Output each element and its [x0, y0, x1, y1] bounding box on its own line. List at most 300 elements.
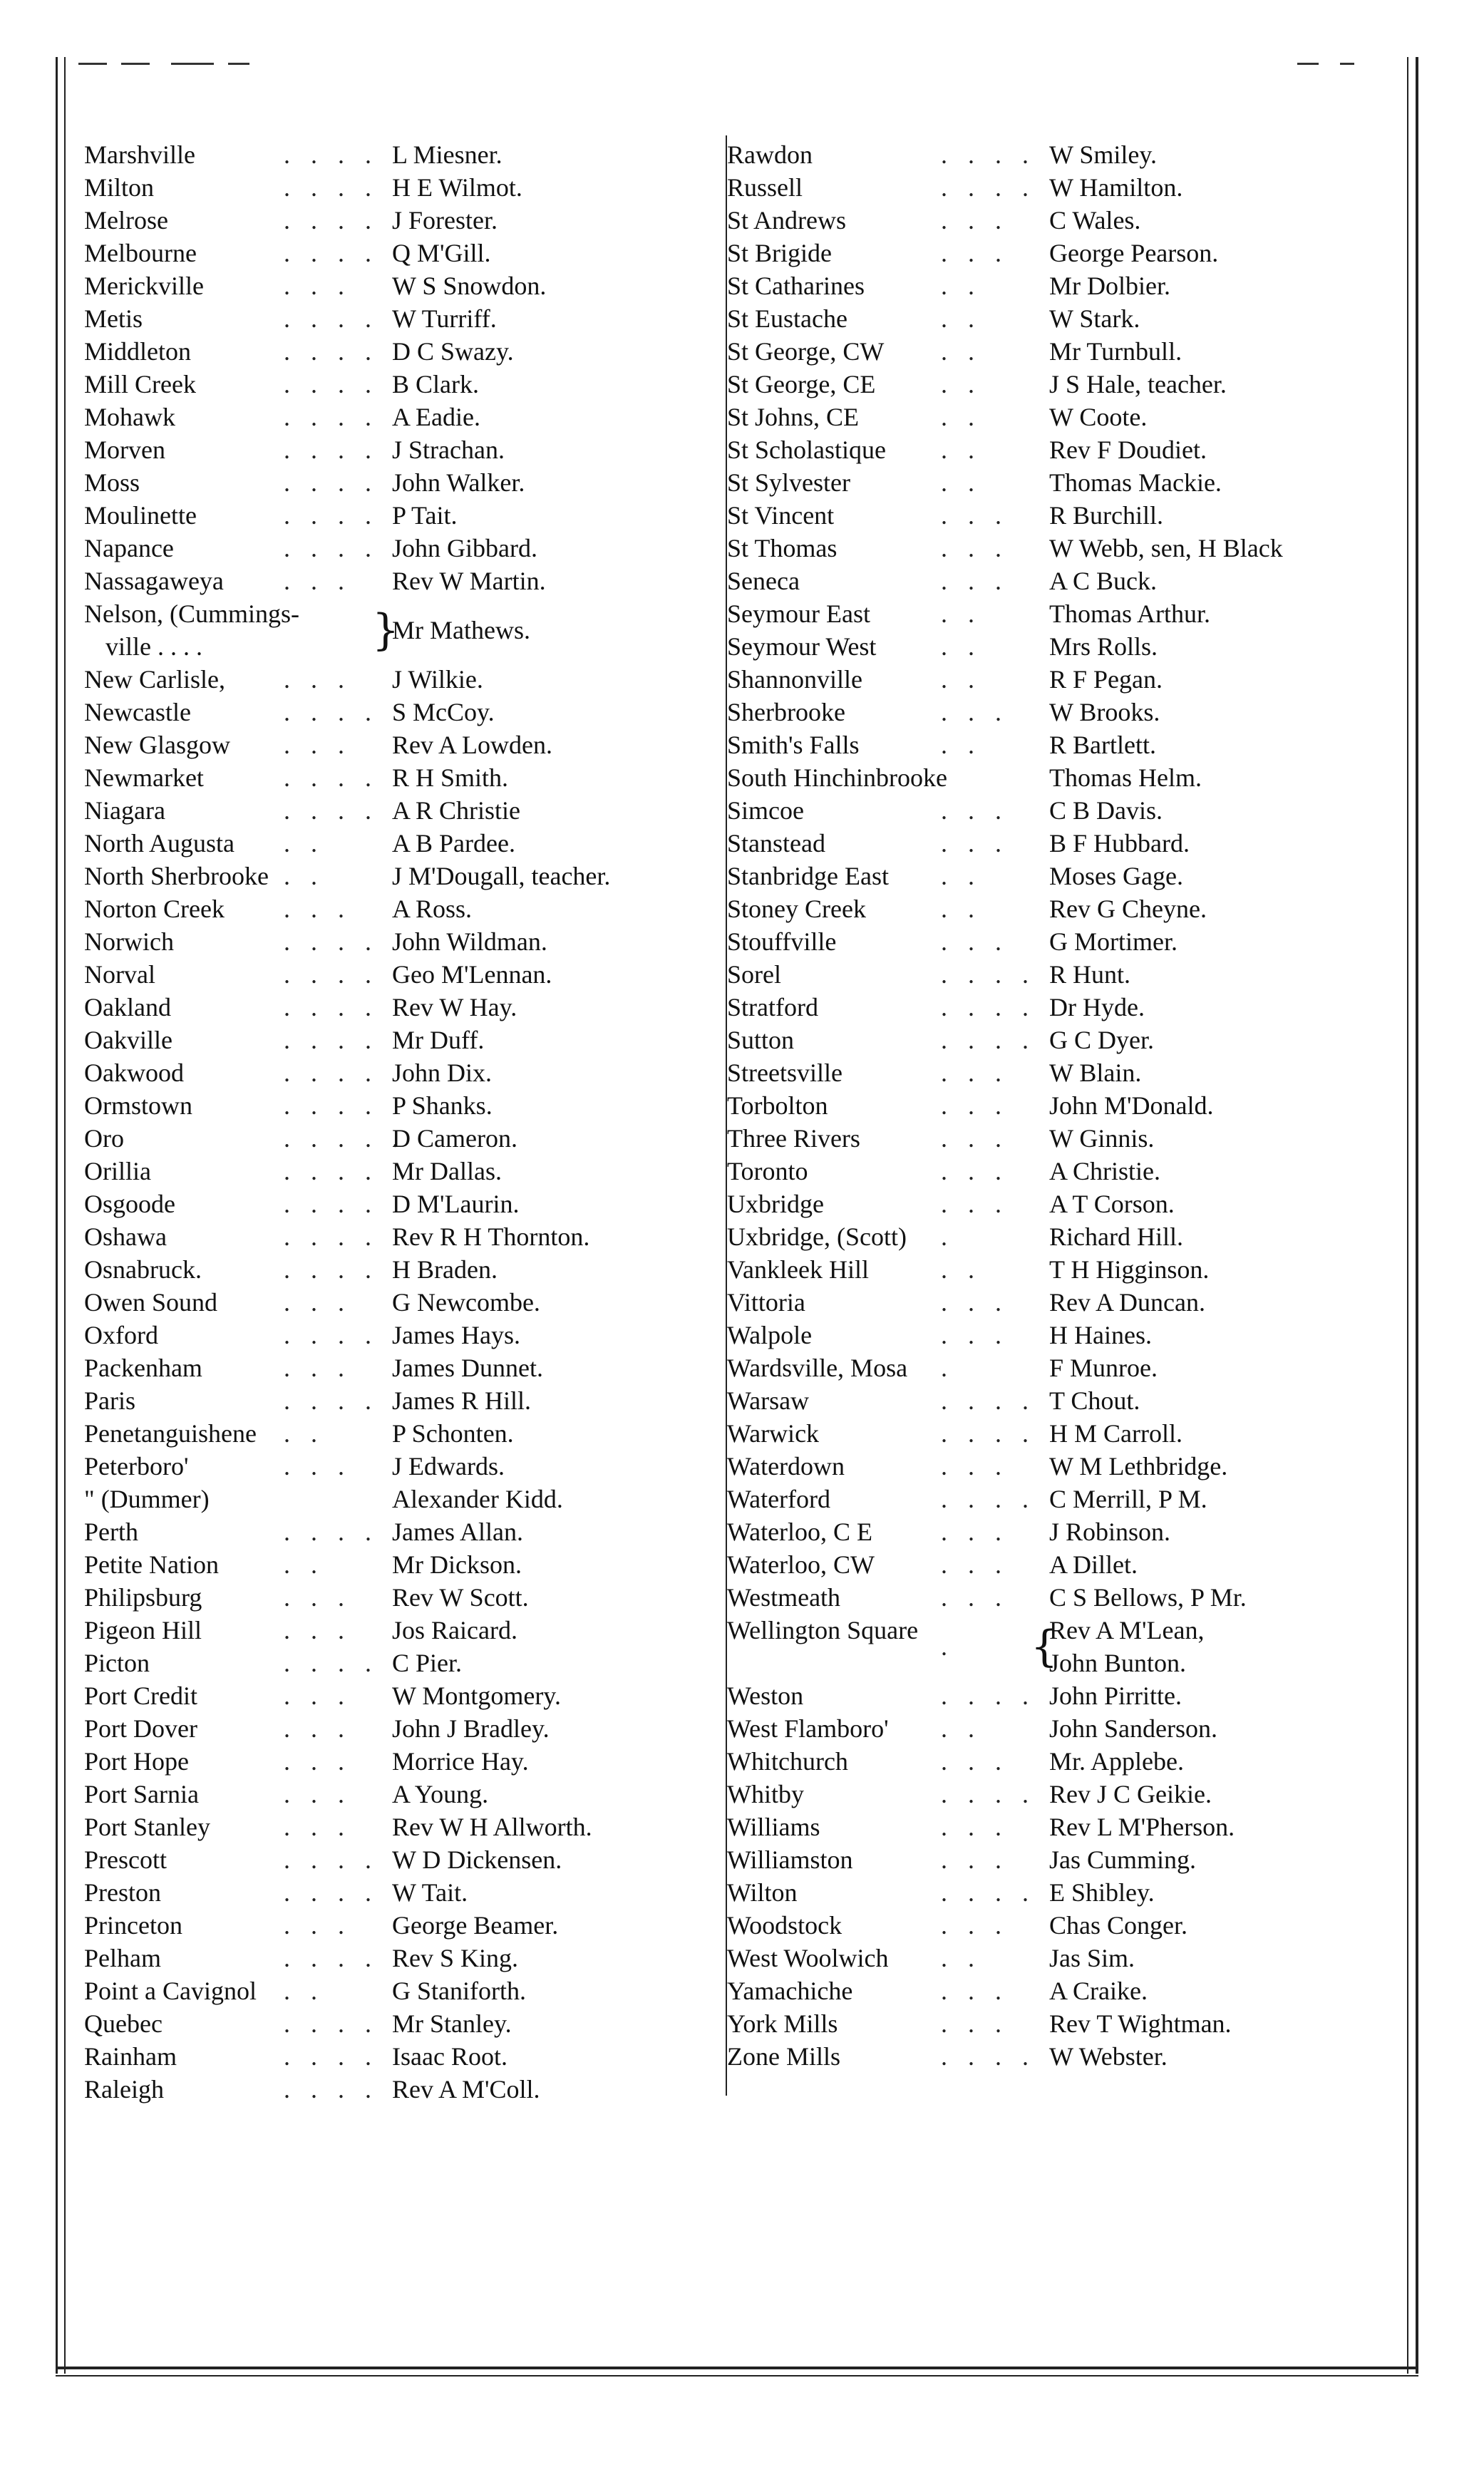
leader-dots: . . . .: [284, 796, 378, 825]
directory-row: [84, 1450, 726, 1483]
leader-dots: . .: [284, 829, 324, 858]
agent-name: John Wildman.: [392, 927, 547, 956]
place-name: Moulinette: [84, 501, 197, 530]
leader-dots: . . . .: [284, 1222, 378, 1251]
agent-name: Moses Gage.: [1049, 862, 1183, 890]
place-name: Mohawk: [84, 403, 175, 431]
place-name: Warwick: [727, 1419, 820, 1448]
place-name: Melbourne: [84, 239, 197, 267]
directory-row: [84, 302, 726, 335]
directory-row: [84, 1811, 726, 1843]
directory-row: [84, 1876, 726, 1909]
agent-name: C B Davis.: [1049, 796, 1163, 825]
left-border-inner: [64, 57, 66, 2374]
place-name: Seneca: [727, 567, 800, 595]
directory-row: [84, 1155, 726, 1188]
place-name: Picton: [84, 1649, 150, 1677]
directory-row: [84, 269, 726, 302]
agent-name: Thomas Arthur.: [1049, 599, 1210, 628]
place-name: Port Stanley: [84, 1813, 210, 1841]
leader-dots: . . . .: [284, 2009, 378, 2038]
agent-name: A B Pardee.: [392, 829, 515, 858]
leader-dots: . . . .: [284, 2075, 378, 2103]
directory-row: [727, 204, 1390, 237]
agent-name: Mr Stanley.: [392, 2009, 512, 2038]
directory-row: [727, 860, 1390, 892]
place-name: Norwich: [84, 927, 174, 956]
place-name: St Scholastique: [727, 436, 886, 464]
leader-dots: . . . .: [284, 1091, 378, 1120]
place-name: Merickville: [84, 272, 204, 300]
agent-name: Mr Turnbull.: [1049, 337, 1182, 366]
directory-row: [84, 696, 726, 728]
directory-row: [84, 1417, 726, 1450]
place-name: Simcoe: [727, 796, 804, 825]
top-dash-3: [171, 63, 214, 65]
leader-dots: . .: [941, 337, 981, 366]
agent-name: A Dillet.: [1049, 1550, 1138, 1579]
directory-row: [727, 1909, 1390, 1942]
agent-name: G Staniforth.: [392, 1977, 526, 2005]
leader-dots: . .: [941, 731, 981, 759]
agent-name: Q M'Gill.: [392, 239, 491, 267]
directory-row: [84, 1942, 726, 1974]
place-name: Sorel: [727, 960, 781, 989]
leader-dots: . . . .: [284, 1386, 378, 1415]
directory-row: [727, 1056, 1390, 1089]
place-name: Walpole: [727, 1321, 813, 1349]
agent-name: W Webb, sen, H Black: [1049, 534, 1283, 562]
place-name: Osnabruck.: [84, 1255, 202, 1284]
leader-dots: . . .: [941, 1321, 1009, 1349]
leader-dots: . . . .: [284, 206, 378, 235]
directory-row: [727, 1122, 1390, 1155]
left-border-outer: [56, 57, 58, 2374]
leader-dots: . . . .: [284, 1059, 378, 1087]
place-name: Milton: [84, 173, 155, 202]
agent-name: R Bartlett.: [1049, 731, 1156, 759]
leader-dots: . . .: [941, 567, 1009, 595]
directory-row: [727, 1614, 1390, 1679]
agent-name: Rev A M'Lean,: [1049, 1616, 1205, 1644]
directory-row: [727, 1155, 1390, 1188]
directory-row: [727, 1483, 1390, 1515]
place-name: St Vincent: [727, 501, 835, 530]
leader-dots: . . .: [284, 1288, 351, 1317]
agent-name: T Chout.: [1049, 1386, 1140, 1415]
leader-dots: . . .: [284, 895, 351, 923]
directory-row: [84, 1253, 726, 1286]
leader-dots: . . . .: [284, 1321, 378, 1349]
agent-name: S McCoy.: [392, 698, 495, 726]
leader-dots: . . . .: [284, 1845, 378, 1874]
agent-name: Morrice Hay.: [392, 1747, 529, 1776]
top-dash-5: [1297, 63, 1319, 65]
agent-name: A R Christie: [392, 796, 521, 825]
leader-dots: . . .: [941, 1091, 1009, 1120]
agent-name: Mr Dickson.: [392, 1550, 522, 1579]
directory-row: [727, 1417, 1390, 1450]
agent-name: D Cameron.: [392, 1124, 517, 1153]
agent-name: W S Snowdon.: [392, 272, 547, 300]
directory-row: [84, 892, 726, 925]
place-name: Osgoode: [84, 1190, 175, 1218]
top-dash-1: [78, 63, 107, 65]
place-name: Vittoria: [727, 1288, 805, 1317]
leader-dots: . . . .: [284, 698, 378, 726]
leader-dots: . . . .: [941, 993, 1036, 1021]
place-name: Vankleek Hill: [727, 1255, 869, 1284]
place-name: Waterdown: [727, 1452, 845, 1480]
leader-dots: . . .: [284, 1714, 351, 1743]
directory-row: [84, 1483, 726, 1515]
agent-name: W Montgomery.: [392, 1682, 561, 1710]
leader-dots: . . . .: [284, 1649, 378, 1677]
agent-name: R Burchill.: [1049, 501, 1163, 530]
directory-row: [727, 401, 1390, 433]
directory-row: [84, 565, 726, 597]
agent-name: R Hunt.: [1049, 960, 1131, 989]
place-name: New Glasgow: [84, 731, 230, 759]
place-name: Oakland: [84, 993, 171, 1021]
place-name: Oshawa: [84, 1222, 167, 1251]
directory-row: [727, 827, 1390, 860]
agent-name: Mr Duff.: [392, 1026, 485, 1054]
directory-row: [84, 237, 726, 269]
leader-dots: . .: [941, 862, 981, 890]
leader-dots: . . .: [941, 1190, 1009, 1218]
place-name: North Sherbrooke: [84, 862, 269, 890]
place-name: Petite Nation: [84, 1550, 219, 1579]
leader-dots: . . . .: [284, 239, 378, 267]
place-name: Torbolton: [727, 1091, 828, 1120]
place-name: Paris: [84, 1386, 135, 1415]
agent-name: W D Dickensen.: [392, 1845, 562, 1874]
place-name: North Augusta: [84, 829, 235, 858]
agent-name: L Miesner.: [392, 140, 503, 169]
directory-row: [727, 728, 1390, 761]
directory-row: [727, 1811, 1390, 1843]
leader-dots: . . . .: [284, 1518, 378, 1546]
place-name: Seymour East: [727, 599, 870, 628]
agent-name: P Shanks.: [392, 1091, 493, 1120]
leader-dots: . .: [941, 403, 981, 431]
leader-dots: . . . .: [284, 534, 378, 562]
agent-name: George Pearson.: [1049, 239, 1219, 267]
agent-name: Mr. Applebe.: [1049, 1747, 1184, 1776]
agent-name: C S Bellows, P Mr.: [1049, 1583, 1247, 1612]
directory-row: [727, 1974, 1390, 2007]
directory-row: [84, 368, 726, 401]
directory-row: [84, 1384, 726, 1417]
directory-row: [84, 827, 726, 860]
directory-row: [727, 1745, 1390, 1778]
leader-dots: . . . .: [941, 960, 1036, 989]
agent-name: W M Lethbridge.: [1049, 1452, 1228, 1480]
directory-row: [84, 1188, 726, 1220]
place-name: Raleigh: [84, 2075, 164, 2103]
agent-name: W Stark.: [1049, 304, 1140, 333]
place-name: Princeton: [84, 1911, 182, 1940]
place-name: Zone Mills: [727, 2042, 840, 2071]
place-name: Wellington Square: [727, 1616, 919, 1644]
place-name: Wardsville, Mosa: [727, 1354, 908, 1382]
leader-dots: . . .: [941, 2009, 1009, 2038]
leader-dots: . . .: [941, 206, 1009, 235]
leader-dots: .: [941, 1632, 954, 1661]
agent-name: Rev S King.: [392, 1944, 519, 1972]
directory-row: [727, 1286, 1390, 1319]
place-name: Russell: [727, 173, 803, 202]
directory-row: [727, 958, 1390, 991]
agent-name: A Christie.: [1049, 1157, 1161, 1185]
leader-dots: . . .: [941, 698, 1009, 726]
agent-name: G Newcombe.: [392, 1288, 540, 1317]
directory-row: [84, 1122, 726, 1155]
leader-dots: . . . .: [941, 173, 1036, 202]
leader-dots: . . .: [941, 534, 1009, 562]
place-name: Wilton: [727, 1878, 798, 1907]
directory-row: [727, 1876, 1390, 1909]
place-name: Mill Creek: [84, 370, 196, 398]
leader-dots: . . .: [941, 1747, 1009, 1776]
leader-dots: . . .: [284, 731, 351, 759]
place-name: " (Dummer): [84, 1485, 210, 1513]
directory-row: [727, 991, 1390, 1024]
leader-dots: . . . .: [941, 1485, 1036, 1513]
directory-row: [84, 1220, 726, 1253]
place-name: Morven: [84, 436, 165, 464]
place-name: West Flamboro': [727, 1714, 889, 1743]
leader-dots: . . . .: [284, 1878, 378, 1907]
leader-dots: . . . .: [284, 927, 378, 956]
agent-name: J Robinson.: [1049, 1518, 1171, 1546]
directory-row: [727, 925, 1390, 958]
leader-dots: . . .: [941, 1583, 1009, 1612]
leader-dots: . . . .: [941, 1780, 1036, 1808]
agent-name: James Hays.: [392, 1321, 520, 1349]
place-name: Shannonville: [727, 665, 862, 694]
agent-name: Mr Dolbier.: [1049, 272, 1170, 300]
place-name: Williamston: [727, 1845, 853, 1874]
place-name: Stanstead: [727, 829, 825, 858]
place-name: Moss: [84, 468, 140, 497]
leader-dots: . . .: [284, 567, 351, 595]
agent-name: H Braden.: [392, 1255, 498, 1284]
agent-name: John M'Donald.: [1049, 1091, 1214, 1120]
directory-row: [727, 499, 1390, 532]
directory-row: [727, 1778, 1390, 1811]
place-name: Three Rivers: [727, 1124, 860, 1153]
place-name: Seymour West: [727, 632, 877, 661]
directory-row: [84, 1712, 726, 1745]
place-name: Stratford: [727, 993, 818, 1021]
directory-row: [727, 892, 1390, 925]
place-name: New Carlisle,: [84, 665, 225, 694]
directory-row: [727, 1024, 1390, 1056]
directory-row: [727, 302, 1390, 335]
leader-dots: . .: [941, 272, 981, 300]
bottom-border-2: [56, 2375, 1418, 2376]
agent-name: C Pier.: [392, 1649, 463, 1677]
directory-row: [84, 663, 726, 696]
place-name: St Johns, CE: [727, 403, 860, 431]
place-name: Packenham: [84, 1354, 202, 1382]
place-name: Nassagaweya: [84, 567, 224, 595]
agent-name: W Blain.: [1049, 1059, 1142, 1087]
directory-row: [84, 204, 726, 237]
leader-dots: . . .: [284, 1682, 351, 1710]
place-name: Port Hope: [84, 1747, 189, 1776]
place-name: Pigeon Hill: [84, 1616, 202, 1644]
directory-row: [84, 1286, 726, 1319]
leader-dots: . . . .: [284, 763, 378, 792]
place-name: Westmeath: [727, 1583, 841, 1612]
leader-dots: . . .: [941, 1845, 1009, 1874]
agent-name: Rev J C Geikie.: [1049, 1780, 1212, 1808]
agent-name: P Tait.: [392, 501, 458, 530]
place-name: Perth: [84, 1518, 138, 1546]
place-name: Ormstown: [84, 1091, 192, 1120]
place-name: Prescott: [84, 1845, 167, 1874]
agent-name: F Munroe.: [1049, 1354, 1158, 1382]
agent-name: John Sanderson.: [1049, 1714, 1217, 1743]
place-name-continued: ville . . . .: [105, 632, 202, 661]
brace-glyph: }: [372, 605, 400, 655]
leader-dots: . . .: [941, 1550, 1009, 1579]
leader-dots: . . . .: [941, 2042, 1036, 2071]
place-name: Penetanguishene: [84, 1419, 257, 1448]
directory-row: [727, 794, 1390, 827]
place-name: Rainham: [84, 2042, 177, 2071]
leader-dots: . . .: [941, 1977, 1009, 2005]
agent-name: R F Pegan.: [1049, 665, 1163, 694]
directory-row: [727, 171, 1390, 204]
leader-dots: . . .: [941, 501, 1009, 530]
place-name: St Eustache: [727, 304, 847, 333]
place-name: Stouffville: [727, 927, 837, 956]
place-name: Smith's Falls: [727, 731, 860, 759]
agent-name: J S Hale, teacher.: [1049, 370, 1227, 398]
agent-name: W Webster.: [1049, 2042, 1168, 2071]
leader-dots: . .: [284, 1977, 324, 2005]
agent-name: Jas Sim.: [1049, 1944, 1135, 1972]
top-dash-2: [121, 63, 150, 65]
place-name: Pelham: [84, 1944, 161, 1972]
left-column: [84, 138, 726, 2106]
place-name: Waterloo, C E: [727, 1518, 873, 1546]
directory-row: [727, 269, 1390, 302]
place-name: Streetsville: [727, 1059, 843, 1087]
agent-name: W Tait.: [392, 1878, 468, 1907]
place-name: Stoney Creek: [727, 895, 866, 923]
right-border-outer: [1416, 57, 1418, 2374]
agent-name: G Mortimer.: [1049, 927, 1178, 956]
directory-row: [84, 1024, 726, 1056]
leader-dots: . . .: [941, 1288, 1009, 1317]
directory-row: [727, 630, 1390, 663]
agent-name: A Young.: [392, 1780, 489, 1808]
leader-dots: . .: [941, 468, 981, 497]
place-name: Oro: [84, 1124, 124, 1153]
directory-row: [84, 1351, 726, 1384]
directory-row: [727, 433, 1390, 466]
agent-name: J Forester.: [392, 206, 498, 235]
directory-row: [727, 1712, 1390, 1745]
place-name: Stanbridge East: [727, 862, 889, 890]
leader-dots: . . .: [941, 1452, 1009, 1480]
leader-dots: . . .: [941, 829, 1009, 858]
agent-name: W Hamilton.: [1049, 173, 1183, 202]
directory-row: [84, 1089, 726, 1122]
agent-name: Dr Hyde.: [1049, 993, 1145, 1021]
place-name: Waterford: [727, 1485, 831, 1513]
agent-name: Rev W Martin.: [392, 567, 546, 595]
agent-name: Richard Hill.: [1049, 1222, 1183, 1251]
directory-row: [84, 532, 726, 565]
place-name: Williams: [727, 1813, 820, 1841]
directory-row: [727, 761, 1390, 794]
leader-dots: . . . . .: [284, 1124, 406, 1153]
place-name: St Andrews: [727, 206, 847, 235]
agent-name-continued: John Bunton.: [1049, 1649, 1187, 1677]
leader-dots: . . . .: [941, 1682, 1036, 1710]
place-name: Marshville: [84, 140, 195, 169]
agent-name: Rev A Duncan.: [1049, 1288, 1205, 1317]
place-name: Rawdon: [727, 140, 813, 169]
directory-row: [727, 1679, 1390, 1712]
agent-name: J Strachan.: [392, 436, 505, 464]
directory-row: [727, 1384, 1390, 1417]
agent-name: James R Hill.: [392, 1386, 531, 1415]
agent-name: J Wilkie.: [392, 665, 483, 694]
agent-name: George Beamer.: [392, 1911, 559, 1940]
place-name: Waterloo, CW: [727, 1550, 875, 1579]
leader-dots: . . . .: [284, 436, 378, 464]
agent-name: P Schonten.: [392, 1419, 514, 1448]
leader-dots: .: [941, 1222, 954, 1251]
place-name: South Hinchinbrooke: [727, 763, 947, 792]
agent-name: C Wales.: [1049, 206, 1141, 235]
agent-name: D C Swazy.: [392, 337, 514, 366]
place-name: Norton Creek: [84, 895, 225, 923]
place-name: Port Sarnia: [84, 1780, 199, 1808]
agent-name: Rev A M'Coll.: [392, 2075, 540, 2103]
place-name: York Mills: [727, 2009, 838, 2038]
leader-dots: . . .: [941, 1813, 1009, 1841]
place-name: Preston: [84, 1878, 161, 1907]
agent-name: Geo M'Lennan.: [392, 960, 552, 989]
agent-name: W Brooks.: [1049, 698, 1160, 726]
directory-row: [84, 1679, 726, 1712]
place-name: Yamachiche: [727, 1977, 853, 2005]
agent-name: R H Smith.: [392, 763, 509, 792]
leader-dots: . .: [284, 862, 324, 890]
leader-dots: . . .: [284, 1911, 351, 1940]
directory-row: [727, 597, 1390, 630]
agent-name: Mr Dallas.: [392, 1157, 502, 1185]
place-name: Newmarket: [84, 763, 204, 792]
leader-dots: . . .: [284, 1747, 351, 1776]
agent-name: Rev T Wightman.: [1049, 2009, 1232, 2038]
place-name: Whitchurch: [727, 1747, 848, 1776]
place-name: Point a Cavignol: [84, 1977, 257, 2005]
directory-row: [727, 1188, 1390, 1220]
agent-name: Rev L M'Pherson.: [1049, 1813, 1235, 1841]
place-name: Nelson, (Cummings-: [84, 599, 299, 628]
leader-dots: . .: [941, 370, 981, 398]
place-name: Sherbrooke: [727, 698, 845, 726]
